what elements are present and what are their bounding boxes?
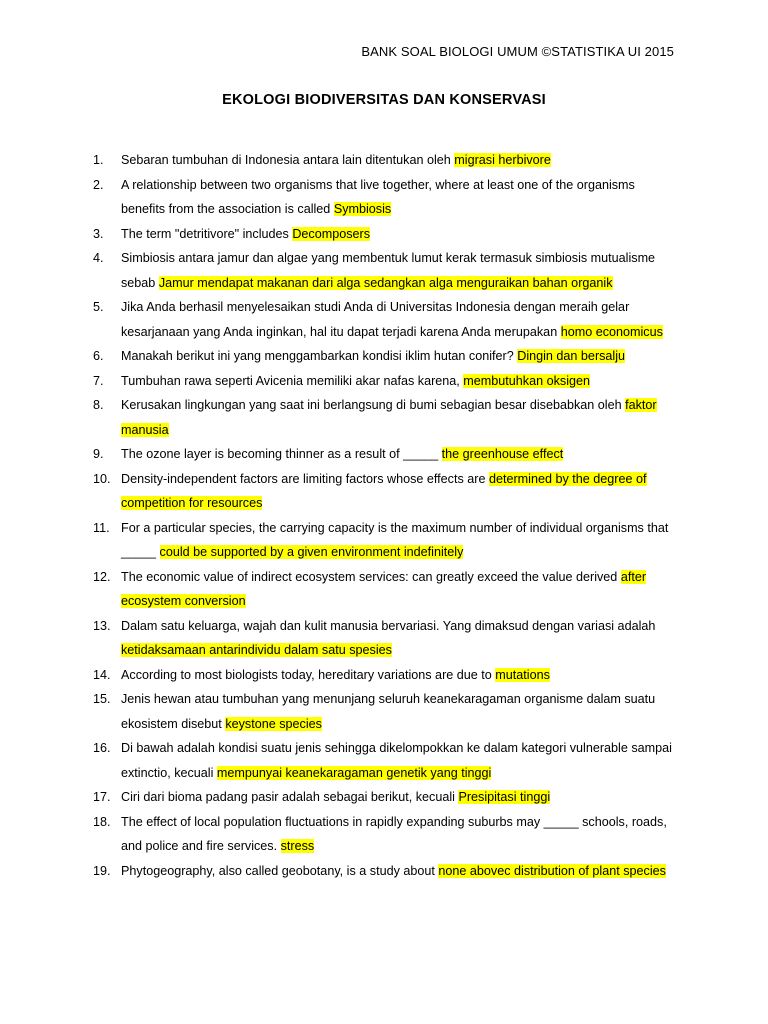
question-number: 18. — [93, 814, 111, 829]
question-number: 4. — [93, 251, 104, 265]
question-item — [93, 344, 678, 369]
highlighted-answer: Jamur mendapat makanan dari alga sedangkan alga menguraikan bahan organik — [158, 275, 613, 290]
question-item — [93, 516, 678, 565]
highlighted-answer: determined by the degree of competition for resources — [121, 471, 647, 510]
question-item — [93, 467, 678, 516]
question-number: 6. — [93, 349, 104, 363]
document-header: BANK SOAL BIOLOGI UMUM ©STATISTIKA UI 2015 — [361, 44, 674, 59]
question-text: Manakah berikut ini yang menggambarkan kondisi iklim hutan conifer? — [121, 349, 518, 363]
highlighted-answer: mempunyai keanekaragaman genetik yang tinggi — [216, 765, 492, 780]
question-number: 16. — [93, 741, 111, 755]
highlighted-answer: keystone species — [225, 716, 322, 731]
question-item — [93, 785, 678, 810]
question-text: The ozone layer is becoming thinner as a result of _____ — [121, 447, 442, 461]
question-item — [93, 295, 678, 344]
question-text: Ciri dari bioma padang pasir adalah sebagai berikut, kecuali — [121, 790, 459, 804]
highlighted-answer: none abovec distribution of plant species — [438, 863, 666, 878]
question-text: Phytogeography, also called geobotany, is a study about — [121, 863, 439, 878]
question-text: A relationship between two organisms that live together, where at least one of the organisms benefits from the association is called — [121, 177, 635, 216]
question-text: According to most biologists today, hereditary variations are due to — [121, 667, 496, 682]
question-text: The economic value of indirect ecosystem services: can greatly exceed the value derived — [121, 569, 621, 584]
question-number: 10. — [93, 471, 111, 486]
highlighted-answer: stress — [280, 839, 315, 853]
question-item — [93, 148, 678, 173]
question-text: Dalam satu keluarga, wajah dan kulit manusia bervariasi. Yang dimaksud dengan variasi adalah — [121, 618, 656, 633]
question-text: For a particular species, the carrying capacity is the maximum number of individual organisms that _____ — [121, 520, 669, 559]
question-item — [93, 393, 678, 442]
question-text: Jika Anda berhasil menyelesaikan studi Anda di Universitas Indonesia dengan meraih gelar kesarjanaan yang Anda inginkan, hal itu dapat terjadi karena Anda merupakan — [121, 300, 630, 339]
question-list — [93, 148, 678, 883]
highlighted-answer: could be supported by a given environment indefinitely — [159, 545, 464, 559]
question-item — [93, 810, 678, 859]
question-text: The term "detritivore" includes — [121, 226, 293, 241]
question-item — [93, 222, 678, 247]
question-item — [93, 687, 678, 736]
question-text: Kerusakan lingkungan yang saat ini berlangsung di bumi sebagian besar disebabkan oleh — [121, 398, 626, 412]
highlighted-answer: Decomposers — [292, 226, 371, 241]
question-text: Di bawah adalah kondisi suatu jenis sehingga dikelompokkan ke dalam kategori vulnerable sampai extinctio, kecuali — [121, 741, 672, 780]
question-item — [93, 369, 678, 394]
question-text: Sebaran tumbuhan di Indonesia antara lain ditentukan oleh — [121, 153, 455, 167]
question-number: 7. — [93, 373, 104, 388]
question-number: 19. — [93, 863, 111, 878]
question-number: 5. — [93, 300, 104, 314]
question-text: Jenis hewan atau tumbuhan yang menunjang seluruh keanekaragaman organisme dalam suatu ekosistem disebut — [121, 692, 656, 731]
highlighted-answer: the greenhouse effect — [441, 447, 564, 461]
highlighted-answer: faktor manusia — [121, 398, 657, 437]
highlighted-answer: membutuhkan oksigen — [463, 373, 591, 388]
question-item — [93, 173, 678, 222]
question-item — [93, 442, 678, 467]
question-text: Simbiosis antara jamur dan algae yang membentuk lumut kerak termasuk simbiosis mutualisme sebab — [121, 251, 656, 290]
highlighted-answer: Presipitasi tinggi — [458, 790, 551, 804]
highlighted-answer: migrasi herbivore — [454, 153, 551, 167]
question-number: 12. — [93, 569, 111, 584]
question-text: Density-independent factors are limiting factors whose effects are — [121, 471, 489, 486]
question-item — [93, 736, 678, 785]
question-number: 11. — [93, 520, 110, 535]
question-number: 14. — [93, 667, 111, 682]
question-item — [93, 663, 678, 688]
question-text: Tumbuhan rawa seperti Avicenia memiliki akar nafas karena, — [121, 373, 464, 388]
highlighted-answer: homo economicus — [560, 324, 663, 339]
question-item — [93, 859, 678, 884]
highlighted-answer: mutations — [495, 667, 550, 682]
question-number: 8. — [93, 398, 104, 412]
question-number: 1. — [93, 153, 104, 167]
question-item — [93, 246, 678, 295]
question-number: 9. — [93, 447, 104, 461]
question-item — [93, 614, 678, 663]
highlighted-answer: after ecosystem conversion — [121, 569, 647, 608]
question-number: 3. — [93, 226, 104, 241]
question-item — [93, 565, 678, 614]
highlighted-answer: Symbiosis — [333, 202, 392, 216]
question-number: 13. — [93, 618, 111, 633]
highlighted-answer: Dingin dan bersalju — [517, 349, 626, 363]
question-number: 17. — [93, 790, 111, 804]
question-number: 15. — [93, 692, 111, 706]
question-text: The effect of local population fluctuations in rapidly expanding suburbs may _____ schools, roads, and police and fire services. — [121, 814, 667, 853]
question-number: 2. — [93, 177, 104, 192]
page-title: EKOLOGI BIODIVERSITAS DAN KONSERVASI — [222, 92, 546, 108]
highlighted-answer: ketidaksamaan antarindividu dalam satu spesies — [121, 643, 392, 657]
